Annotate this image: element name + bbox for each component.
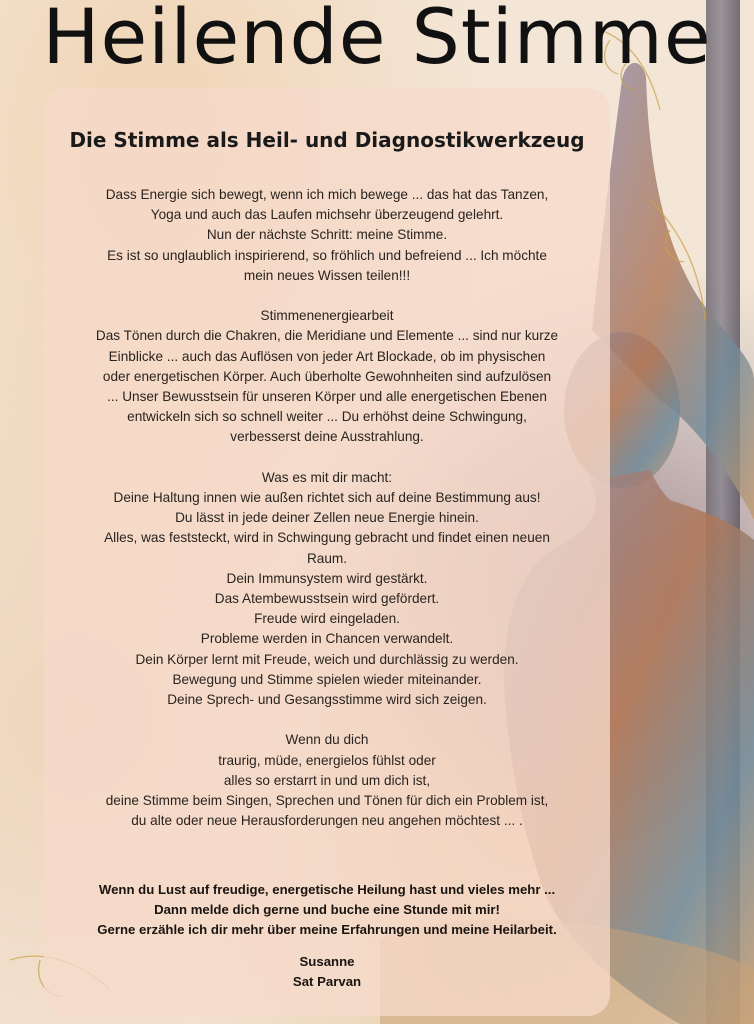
section-heading-energiearbeit: Stimmenenergiearbeit	[260, 308, 394, 324]
section2-line: Raum.	[306, 550, 348, 566]
intro-line: Dass Energie sich bewegt, wenn ich mich bewege ... das hat das Tanzen,	[105, 187, 549, 202]
section2-line: Probleme werden in Chancen verwandelt.	[200, 631, 454, 647]
section-heading-wirkung: Was es mit dir macht:	[261, 469, 393, 485]
section2-line: Alles, was feststeckt, wird in Schwingung gebracht und findet einen neuen	[104, 530, 550, 546]
cta-line: Wenn du Lust auf freudige, energetische Heilung hast und vieles mehr ...	[98, 882, 556, 897]
section3-line: alles so erstarrt in und um dich ist,	[223, 772, 431, 788]
card-subtitle: Die Stimme als Heil- und Diagnostikwerkzeug	[69, 128, 585, 152]
body-text	[44, 185, 610, 831]
section2-line: Dein Körper lernt mit Freude, weich und durchlässig zu werden.	[135, 651, 519, 667]
signature-first-name: Susanne	[299, 954, 355, 969]
content-card	[44, 88, 610, 1016]
section1-line: Das Tönen durch die Chakren, die Meridiane und Elemente ... sind nur kurze	[95, 328, 559, 344]
section2-line: Deine Sprech- und Gesangsstimme wird sich zeigen.	[167, 692, 487, 708]
section3-line: deine Stimme beim Singen, Sprechen und Tönen für dich ein Problem ist,	[105, 793, 549, 809]
section2-line: Bewegung und Stimme spielen wieder miteinander.	[172, 671, 482, 687]
section2-line: Das Atembewusstsein wird gefördert.	[214, 591, 440, 607]
section1-line: oder energetischen Körper. Auch überholte Gewohnheiten sind aufzulösen	[102, 368, 552, 384]
cta-line: Dann melde dich gerne und buche eine Stunde mit mir!	[154, 902, 500, 917]
section3-line: du alte oder neue Herausforderungen neu angehen möchtest ... .	[131, 813, 523, 829]
paragraph-gap	[44, 448, 610, 468]
section2-line: Deine Haltung innen wie außen richtet sich auf deine Bestimmung aus!	[113, 490, 541, 506]
section2-line: Freude wird eingeladen.	[254, 611, 400, 627]
section1-line: Einblicke ... auch das Auflösen von jeder Art Blockade, ob im physischen	[108, 348, 546, 364]
section1-line: entwickeln sich so schnell weiter ... Du erhöhst deine Schwingung,	[127, 409, 527, 425]
section3-line: traurig, müde, energielos fühlst oder	[218, 752, 436, 768]
section3-line: Wenn du dich	[285, 732, 369, 748]
signature	[44, 952, 610, 992]
paragraph-gap	[44, 710, 610, 730]
intro-line: Es ist so unglaublich inspirierend, so fröhlich und befreiend ... Ich möchte	[107, 247, 547, 263]
section2-line: Dein Immunsystem wird gestärkt.	[226, 570, 428, 586]
paragraph-gap	[44, 286, 610, 306]
section2-line: Du lässt in jede deiner Zellen neue Energie hinein.	[175, 510, 479, 526]
section1-line: verbesserst deine Ausstrahlung.	[230, 429, 424, 445]
intro-line: Nun der nächste Schritt: meine Stimme.	[206, 227, 448, 243]
intro-line: Yoga und auch das Laufen michsehr überzeugend gelehrt.	[150, 207, 504, 223]
signature-spiritual-name: Sat Parvan	[292, 974, 362, 989]
page-title: Heilende Stimme	[42, 0, 712, 81]
cta-line: Gerne erzähle ich dir mehr über meine Erfahrungen und meine Heilarbeit.	[97, 922, 557, 937]
intro-line: mein neues Wissen teilen!!!	[243, 267, 411, 283]
section1-line: ... Unser Bewusstsein für unseren Körper und alle energetischen Ebenen	[107, 389, 547, 405]
call-to-action	[44, 880, 610, 940]
